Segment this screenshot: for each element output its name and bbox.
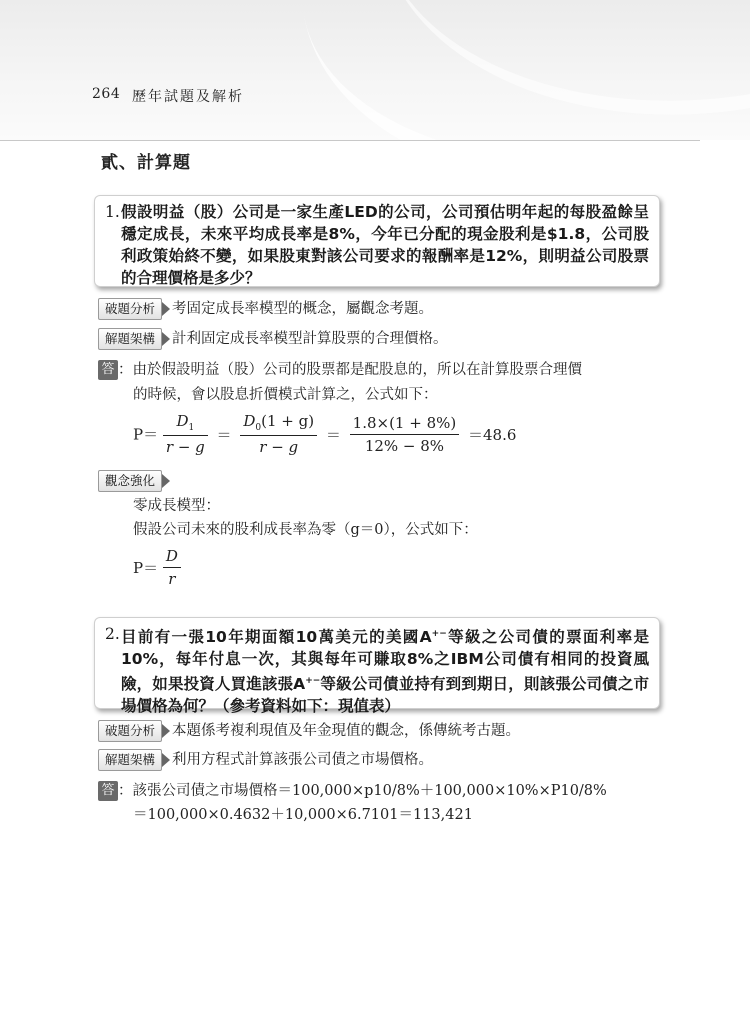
analysis-tag: 破題分析: [98, 720, 162, 742]
concept-line-2: 假設公司未來的股利成長率為零（g＝0），公式如下：: [133, 522, 478, 538]
q1-frame-text: 計利固定成長率模型計算股票的合理價格。: [172, 331, 448, 347]
f2-num-sub: 0: [255, 423, 262, 433]
q1-analysis-text: 考固定成長率模型的概念，屬觀念考題。: [172, 301, 434, 317]
frame-tag: 解題架構: [98, 328, 162, 350]
q1-answer-line-1: [98, 358, 582, 382]
q1-frame-row: [98, 328, 448, 350]
f1-den: r − g: [165, 438, 205, 456]
formula-eq-1: ＝: [216, 425, 232, 444]
question-1-number: 1.: [105, 203, 120, 221]
analysis-tag: 破題分析: [98, 298, 162, 320]
q2-frame-text: 利用方程式計算該張公司債之市場價格。: [172, 752, 434, 768]
arrow-icon: [162, 302, 170, 316]
q1-concept-row: [98, 470, 172, 492]
concept-formula: [133, 547, 181, 588]
formula-eq-2: ＝: [325, 425, 341, 444]
question-2-number: 2.: [105, 625, 120, 643]
q2-text-3: 等級公司債並持有到到期日，則該張公司債之市場價格為何？（參考資料如下：現值表）: [121, 675, 649, 716]
question-2-text: [105, 623, 649, 717]
q2-sup-2: +−: [305, 676, 321, 687]
q2-frame-row: [98, 749, 433, 771]
section-title: 貳、計算題: [101, 153, 191, 173]
f2-den: r − g: [259, 438, 299, 456]
concept-line-1: 零成長模型：: [133, 498, 220, 514]
question-1-text: 假設明益（股）公司是一家生產LED的公司，公司預估明年起的每股盈餘呈穩定成長，未來平均成長率是8%，今年已分配的現金股利是$1.8，公司股利政策始終不變，如果股東對該公司要求的報酬率是12%，則明益公司股票的合理價格是多少？: [121, 203, 649, 287]
concept-tag: 觀念強化: [98, 470, 162, 492]
concept-fraction: [163, 547, 181, 588]
f2-num-rest: (1 + g): [261, 412, 315, 430]
concept-formula-lhs: P＝: [133, 559, 159, 577]
formula-lhs: P＝: [133, 425, 159, 444]
f1-num: D: [176, 412, 189, 430]
arrow-icon: [162, 753, 170, 767]
f3-den: 12% − 8%: [364, 436, 445, 455]
answer-badge: 答: [98, 360, 118, 380]
f2-num: D: [243, 412, 256, 430]
q1-answer-text-1: ：由於假設明益（股）公司的股票都是配股息的，所以在計算股票合理價: [118, 362, 582, 378]
q1-formula: [133, 412, 516, 456]
q2-sup-1: +−: [431, 629, 447, 639]
q1-analysis-row: [98, 298, 433, 320]
concept-num: D: [163, 547, 181, 568]
q1-answer-line-2: 的時候，會以股息折價模式計算之，公式如下：: [133, 387, 438, 403]
running-title: 歷年試題及解析: [132, 89, 244, 105]
formula-result: ＝48.6: [468, 425, 517, 444]
frame-tag: 解題架構: [98, 749, 162, 771]
f3-num: 1.8×(1 + 8%): [350, 414, 460, 435]
q2-answer-line-1: [98, 779, 607, 803]
arrow-icon: [162, 474, 170, 488]
arrow-icon: [162, 724, 170, 738]
question-1-box: [94, 195, 660, 287]
formula-fraction-2: [240, 412, 317, 456]
q2-analysis-text: 本題係考複利現值及年金現值的觀念，係傳統考古題。: [172, 723, 521, 739]
formula-fraction-1: [163, 412, 208, 456]
concept-den: r: [168, 570, 176, 588]
q2-answer-line-2: ＝100,000×0.4632＋10,000×6.7101＝113,421: [133, 807, 473, 823]
q2-answer-text-1: ：該張公司債之市場價格＝100,000×p10/8%＋100,000×10%×P10/8%: [118, 783, 607, 799]
question-2-box: [94, 617, 660, 716]
header-divider: [0, 140, 700, 141]
answer-badge: 答: [98, 781, 118, 801]
page-number: 264: [92, 86, 121, 102]
q2-analysis-row: [98, 720, 520, 742]
q2-text-1: 目前有一張10年期面額10萬美元的美國A: [121, 628, 432, 647]
header-band: [0, 0, 750, 140]
formula-fraction-3: [350, 414, 460, 455]
arrow-icon: [162, 332, 170, 346]
f1-num-sub: 1: [188, 423, 195, 433]
q2-text-2: 等級之公司債的票面利率是10%，每年付息一次，其與每年可賺取8%之IBM公司債有相同的投資風險，如果投資人買進該張A: [121, 628, 649, 694]
